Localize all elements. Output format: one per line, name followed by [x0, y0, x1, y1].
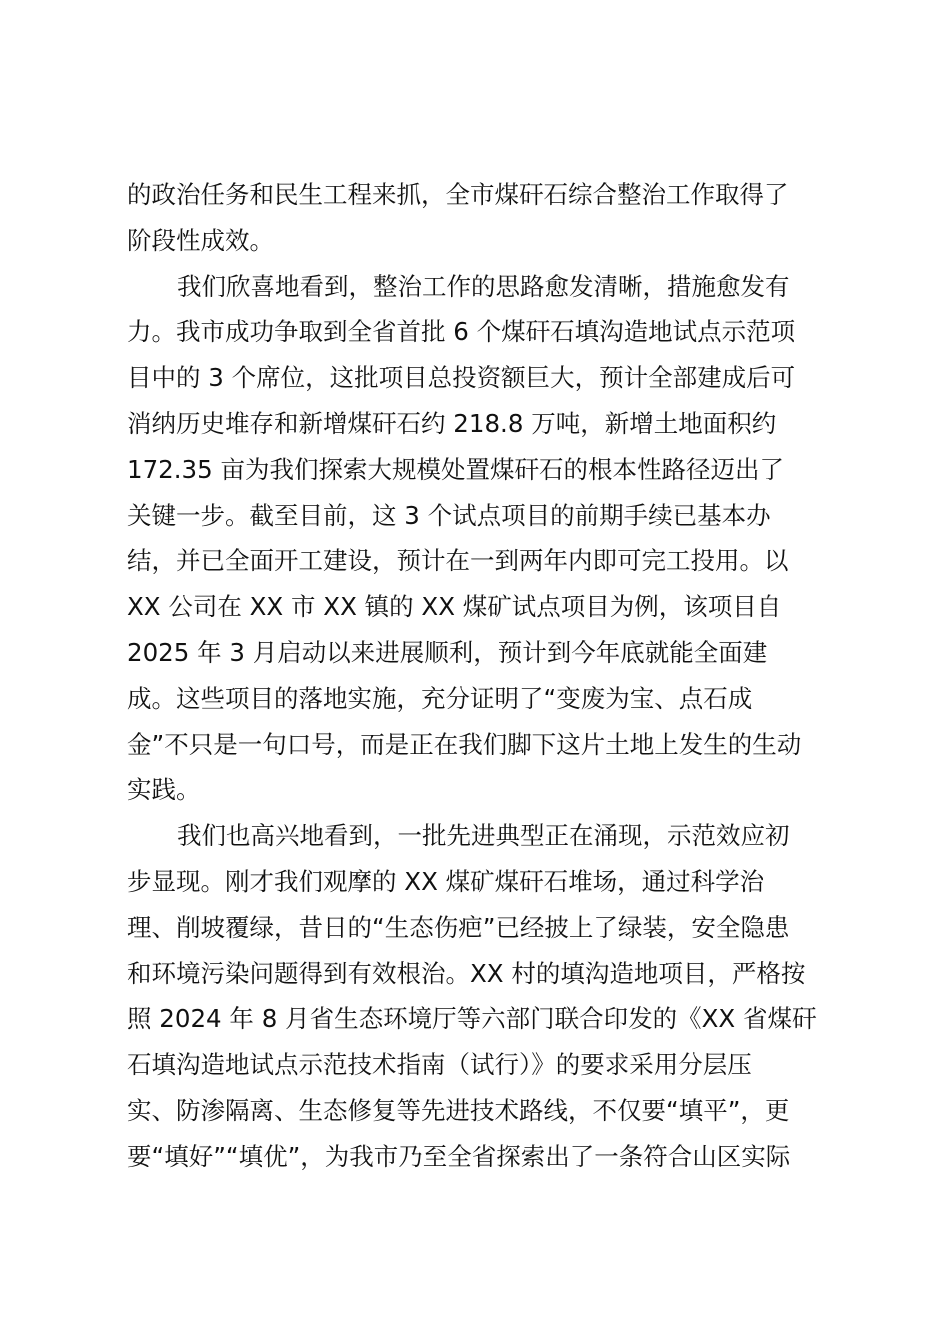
text-line: 金”不只是一句口号，而是正在我们脚下这片土地上发生的生动 — [127, 729, 802, 759]
document-body — [127, 172, 827, 1180]
text-line: 我们也高兴地看到，一批先进典型正在涌现，示范效应初 — [177, 821, 790, 851]
text-line: 2025 年 3 月启动以来进展顺利，预计到今年底就能全面建 — [127, 637, 768, 667]
text-line: 理、削坡覆绿，昔日的“生态伤疤”已经披上了绿装，安全隐患 — [127, 912, 790, 942]
text-line: 阶段性成效。 — [127, 225, 274, 255]
text-line: 要“填好”“填优”，为我市乃至全省探索出了一条符合山区实际 — [127, 1141, 791, 1171]
text-line: 172.35 亩为我们探索大规模处置煤矸石的根本性路径迈出了 — [127, 454, 785, 484]
text-line: 实、防渗隔离、生态修复等先进技术路线，不仅要“填平”，更 — [127, 1095, 790, 1125]
text-line: 的政治任务和民生工程来抓，全市煤矸石综合整治工作取得了 — [127, 180, 789, 209]
text-line: 结，并已全面开工建设，预计在一到两年内即可完工投用。以 — [127, 546, 789, 576]
text-line: 石填沟造地试点示范技术指南（试行）》的要求采用分层压 — [127, 1050, 752, 1080]
text-line: 照 2024 年 8 月省生态环境厅等六部门联合印发的《XX 省煤矸 — [127, 1004, 817, 1034]
text-line: 消纳历史堆存和新增煤矸石约 218.8 万吨，新增土地面积约 — [127, 408, 777, 438]
text-line: 和环境污染问题得到有效根治。XX 村的填沟造地项目，严格按 — [127, 958, 806, 988]
text-line: 实践。 — [127, 775, 201, 805]
text-line: 成。这些项目的落地实施，充分证明了“变废为宝、点石成 — [127, 683, 753, 713]
text-line: 关键一步。截至目前，这 3 个试点项目的前期手续已基本办 — [127, 500, 771, 530]
text-line: 力。我市成功争取到全省首批 6 个煤矸石填沟造地试点示范项 — [127, 317, 796, 347]
text-line: 目中的 3 个席位，这批项目总投资额巨大，预计全部建成后可 — [127, 363, 796, 393]
text-line: XX 公司在 XX 市 XX 镇的 XX 煤矿试点项目为例，该项目自 — [127, 592, 782, 622]
text-line: 步显现。刚才我们观摩的 XX 煤矿煤矸石堆场，通过科学治 — [127, 866, 765, 896]
text-line: 我们欣喜地看到，整治工作的思路愈发清晰，措施愈发有 — [177, 271, 790, 301]
